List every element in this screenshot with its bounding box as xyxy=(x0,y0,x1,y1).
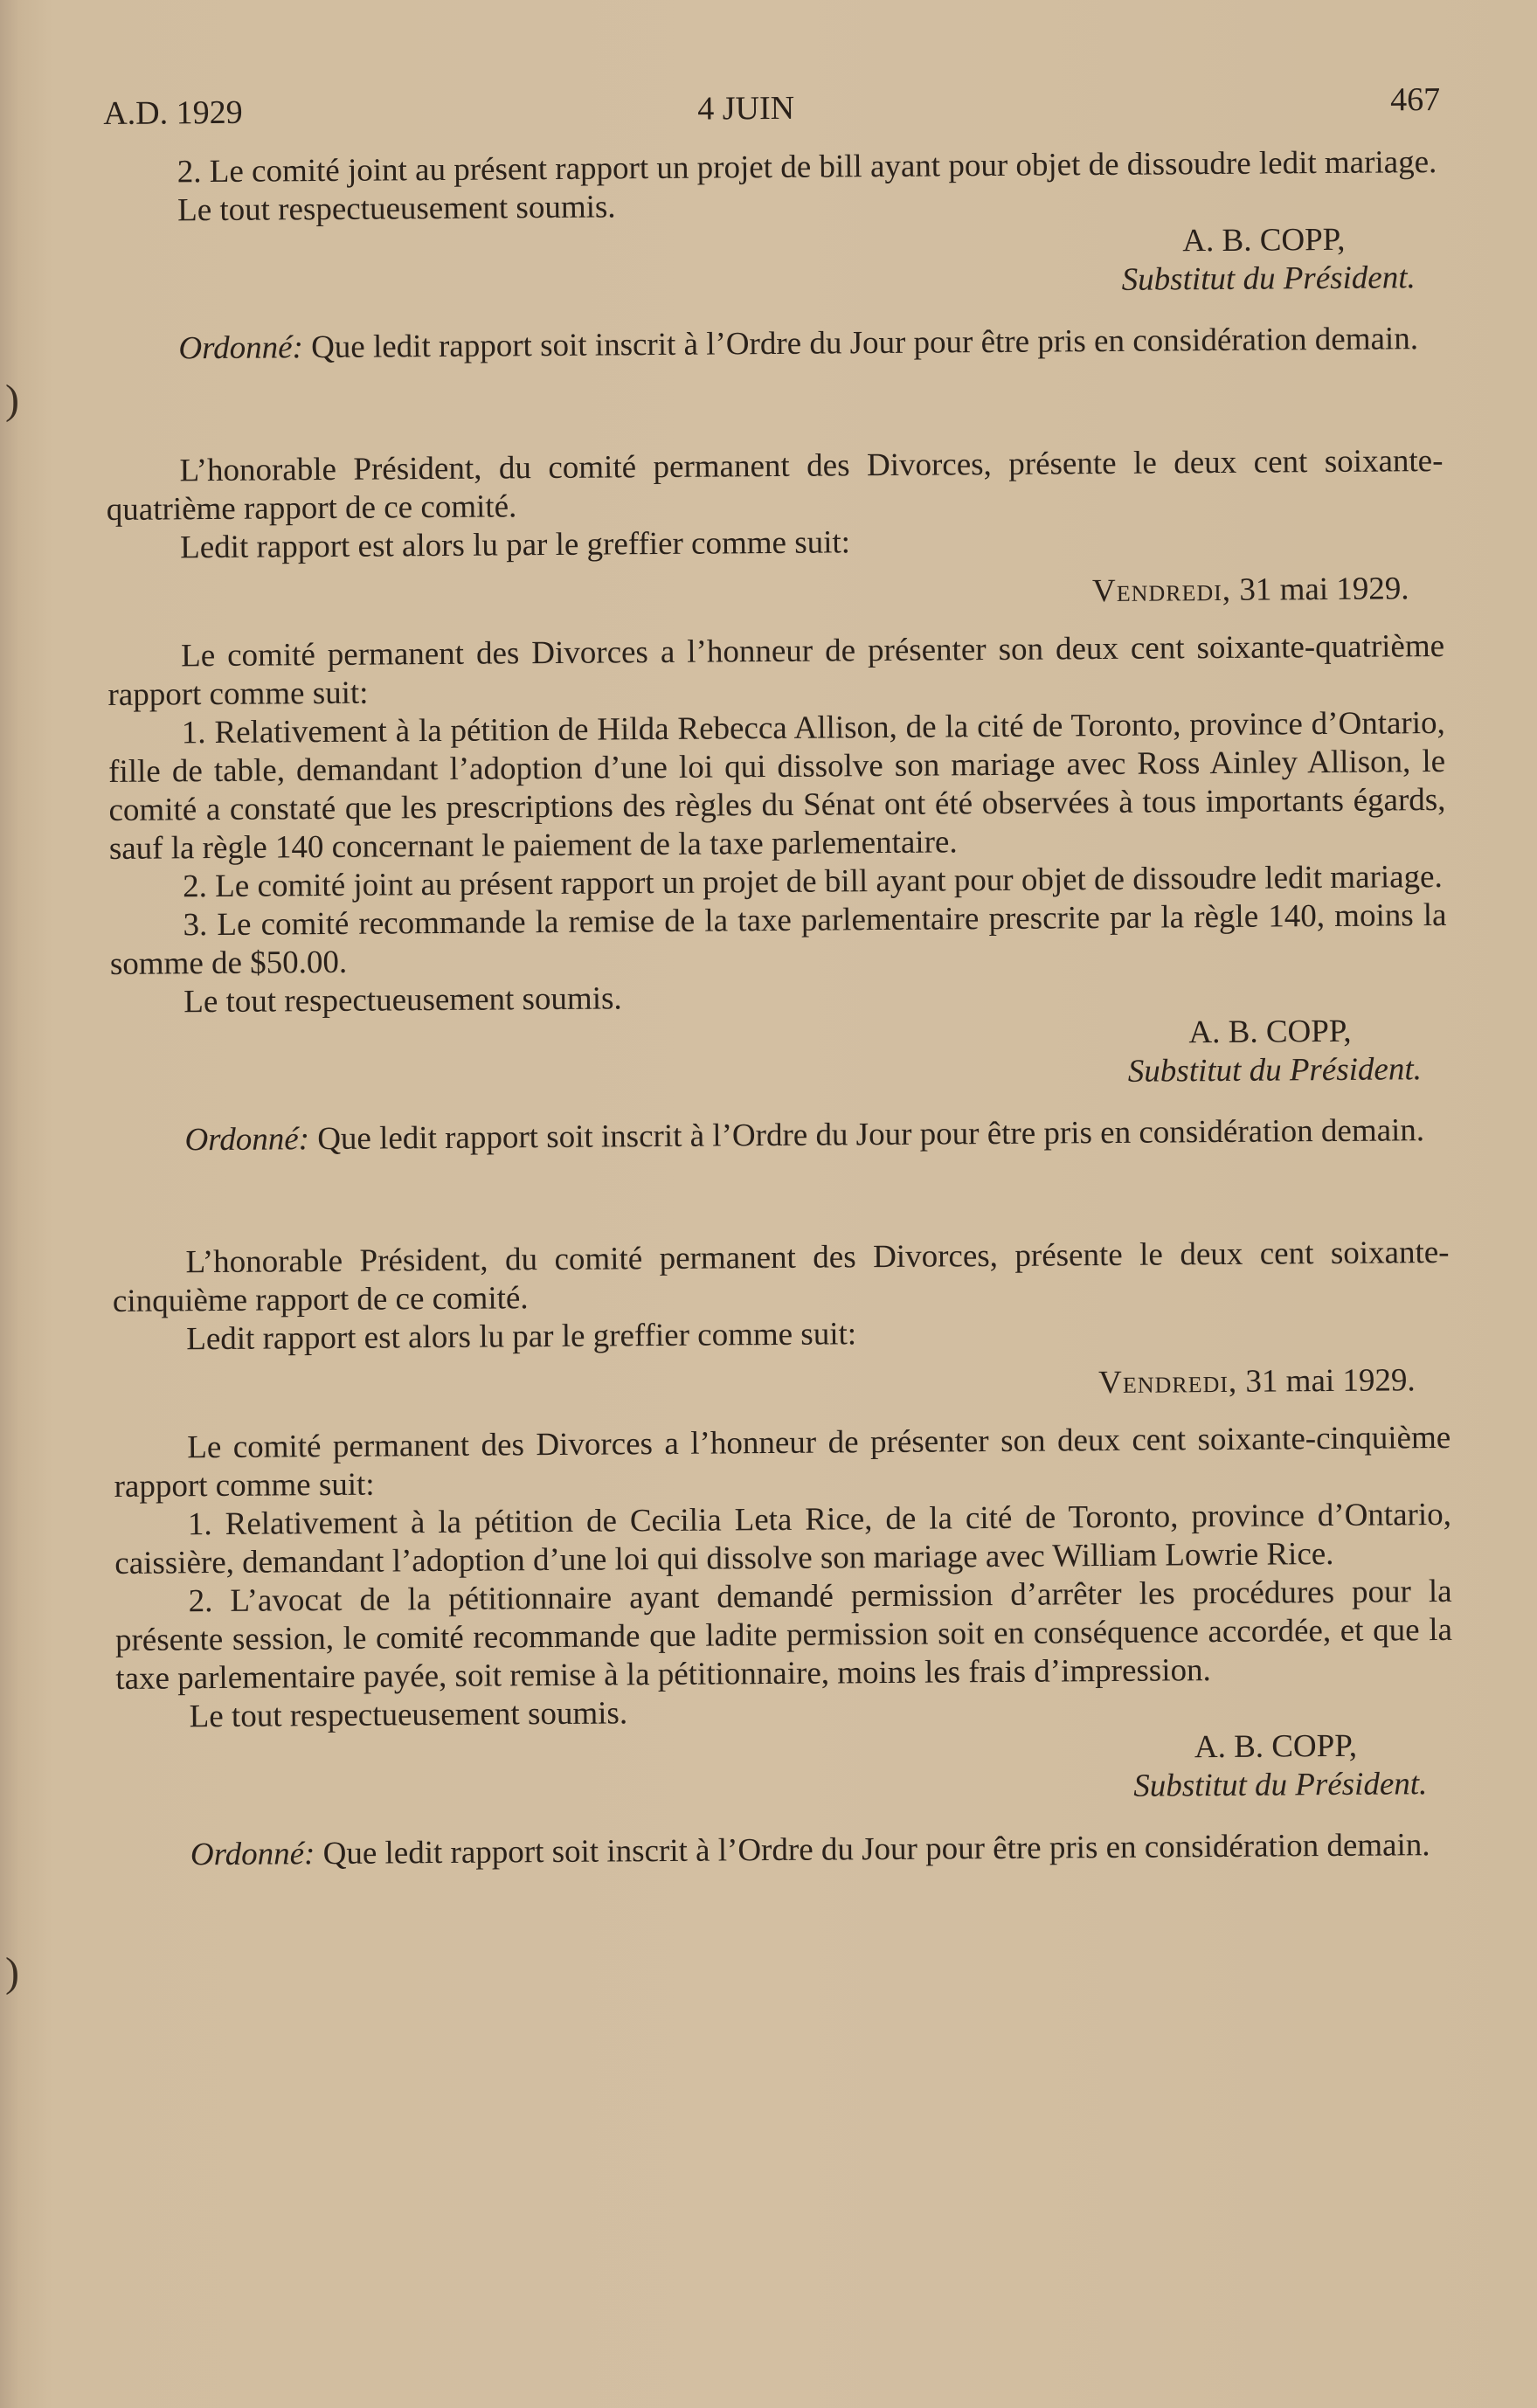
signature-name: A. B. COPP, xyxy=(1188,1013,1352,1051)
signature-name: A. B. COPP, xyxy=(1182,221,1346,259)
paragraph: 3. Le comité recommande la remise de la taxe parlementaire prescrite par la règle 140, moins la somme de $50.00. xyxy=(109,896,1447,982)
order-label: Ordonné: xyxy=(190,1836,315,1873)
page-content xyxy=(103,73,1454,1875)
report-date xyxy=(114,1361,1450,1410)
date-rest: 31 mai 1929. xyxy=(1237,1362,1416,1400)
order-text: Que ledit rapport soit inscrit à l’Ordre du Jour pour être pris en considération demain. xyxy=(302,321,1419,366)
closing-line: Le tout respectueusement soumis. xyxy=(177,189,616,229)
report-265 xyxy=(112,1234,1454,1875)
date-day: Vendredi, xyxy=(1091,571,1232,610)
report-264 xyxy=(106,442,1448,1160)
page-header xyxy=(103,73,1441,154)
signature-title: Substitut du Président. xyxy=(1121,259,1416,298)
signature xyxy=(116,1726,1454,1814)
order-text: Que ledit rapport soit inscrit à l’Ordre du Jour pour être pris en considération demain. xyxy=(315,1827,1430,1872)
report-honor: Le comité permanent des Divorces a l’honneur de présenter son deux cent soixante-cinquième rapport comme suit: xyxy=(114,1419,1451,1505)
page-number: 467 xyxy=(1390,80,1441,119)
report-read-line: Ledit rapport est alors lu par le greffier comme suit: xyxy=(186,1316,857,1358)
report-intro: L’honorable Président, du comité permanent des Divorces, présente le deux cent soixante-cinquième rapport de ce comité. xyxy=(112,1234,1450,1319)
paragraph: 1. Relativement à la pétition de Hilda Rebecca Allison, de la cité de Toronto, province d’Ontario, fille de table, demandant l’adoption d’une loi qui dissolve son mariage avec Ross Ainley Allison, le comité a constaté que les prescriptions des règles du Sénat ont été observées à tous importants égards, sauf la règle 140 concernant le paiement de la taxe parlementaire. xyxy=(108,704,1446,867)
signature-title: Substitut du Président. xyxy=(1127,1051,1423,1090)
signature-name: A. B. COPP, xyxy=(1194,1727,1358,1766)
order-label: Ordonné: xyxy=(184,1121,310,1159)
order-label: Ordonné: xyxy=(178,329,304,367)
paragraph: 1. Relativement à la pétition de Cecilia Leta Rice, de la cité de Toronto, province d’Ontario, caissière, demandant l’adoption d’une loi qui dissolve son mariage avec William Lowrie Rice. xyxy=(114,1496,1452,1581)
margin-mark-bottom: ) xyxy=(5,1949,19,1996)
signature xyxy=(104,220,1442,308)
closing-line: Le tout respectueusement soumis. xyxy=(189,1695,628,1735)
signature xyxy=(110,1012,1448,1099)
paragraph: 2. L’avocat de la pétitionnaire ayant demandé permission d’arrêter les procédures pour la présente session, le comité recommande que ladite permission soit en conséquence accordée, et que la taxe parlementaire payée, soit remise à la pétitionnaire, moins les frais d’impression. xyxy=(114,1573,1453,1697)
report-intro: L’honorable Président, du comité permanent des Divorces, présente le deux cent soixante-quatrième rapport de ce comité. xyxy=(106,442,1444,528)
paragraph: 2. Le comité joint au présent rapport un projet de bill ayant pour objet de dissoudre ledit mariage. xyxy=(183,858,1443,905)
closing-line: Le tout respectueusement soumis. xyxy=(183,980,622,1021)
header-date: 4 JUIN xyxy=(697,89,795,128)
signature-title: Substitut du Président. xyxy=(1133,1766,1428,1804)
report-continuation xyxy=(104,143,1443,369)
margin-mark-top: ) xyxy=(5,377,19,423)
report-honor: Le comité permanent des Divorces a l’honneur de présenter son deux cent soixante-quatrième rapport comme suit: xyxy=(107,627,1445,713)
order-text: Que ledit rapport soit inscrit à l’Ordre du Jour pour être pris en considération demain. xyxy=(308,1112,1425,1158)
report-date xyxy=(107,570,1444,619)
report-read-line: Ledit rapport est alors lu par le greffier comme suit: xyxy=(180,524,851,566)
header-year: A.D. 1929 xyxy=(103,93,243,132)
paragraph: 2. Le comité joint au présent rapport un projet de bill ayant pour objet de dissoudre ledit mariage. xyxy=(177,144,1437,190)
date-rest: 31 mai 1929. xyxy=(1230,571,1409,608)
date-day: Vendredi, xyxy=(1097,1363,1238,1401)
